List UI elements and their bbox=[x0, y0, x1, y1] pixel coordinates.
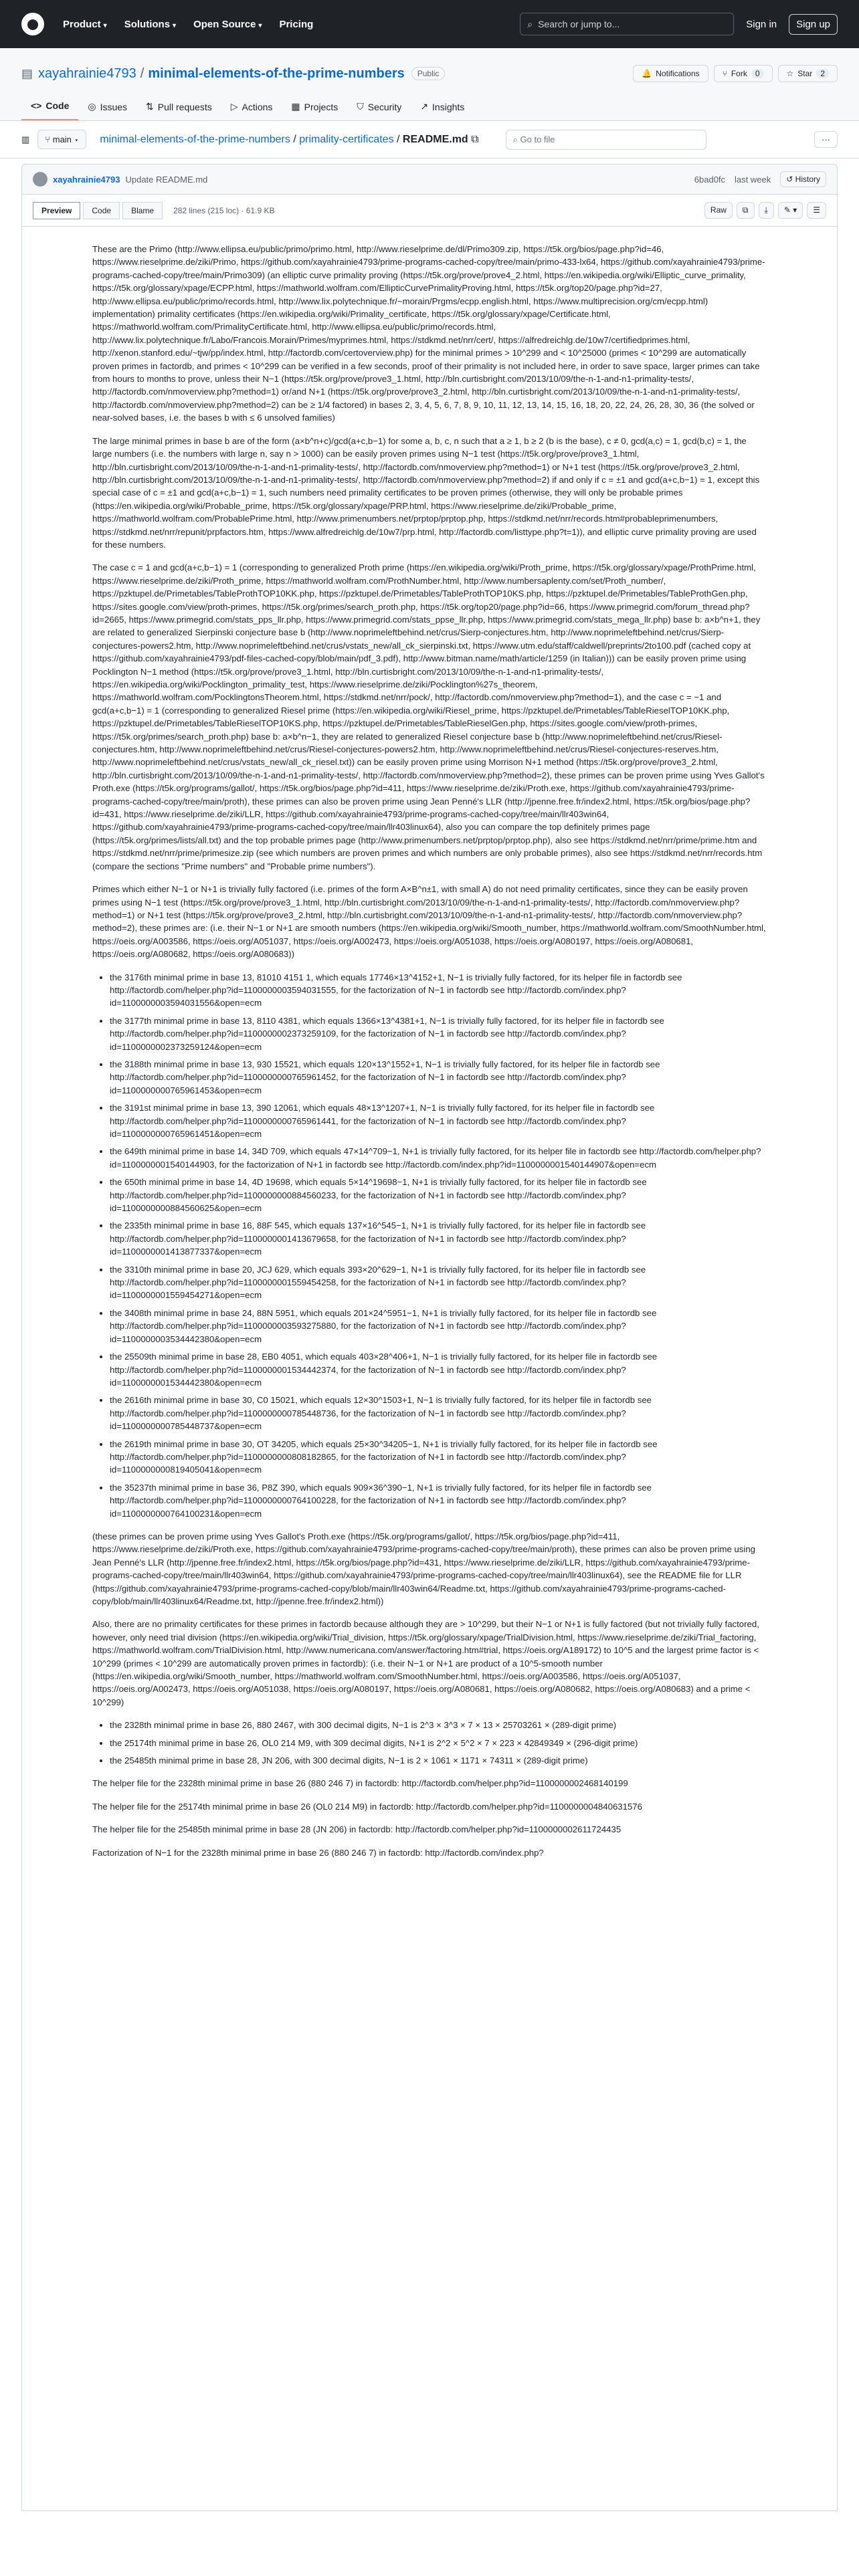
sign-up-button[interactable]: Sign up bbox=[789, 14, 838, 35]
star-button[interactable]: ☆ Star 2 bbox=[778, 65, 838, 82]
issue-icon: ◎ bbox=[88, 101, 96, 112]
blame-tab[interactable]: Blame bbox=[122, 202, 163, 219]
paragraph: (these primes can be proven prime using Yves Gallot's Proth.exe (https://t5k.org/programs/gallot/, https://t5k.org/bios/page.php?id=411, https://www.rieselprime.de/ziki/Proth.exe, https://github.com/xayahrainie4793/prime-programs-cached-copy/tree/main/proth), these primes can also be proven prime using Jean Penné's LLR (http://jpenne.free.fr/index2.html, https://t5k.org/bios/page.php?id=431, https://www.rieselprime.de/ziki/LLR, https://github.com/xayahrainie4793/prime-programs-cached-copy/tree/main/llr403win64, https://github.com/xayahrainie4793/prime-programs-cached-copy/tree/main/llr403linux64), see the README file for LLR (https://github.com/xayahrainie4793/prime-programs-cached-copy/blob/main/llr403win64/Readme.txt, https://github.com/xayahrainie4793/prime-programs-cached-copy/blob/main/llr403linux64/Readme.txt, http://jpenne.free.fr/index2.html)) bbox=[92, 1531, 755, 1606]
paragraph: Factorization of N−1 for the 2328th minimal prime in base 26 (880 246 7) in factordb: http://factordb.com/index.php? bbox=[92, 1847, 544, 1858]
sign-in-link[interactable]: Sign in bbox=[746, 18, 777, 30]
fork-icon: ⑂ bbox=[722, 69, 727, 78]
play-icon: ▷ bbox=[230, 101, 238, 112]
commit-hash[interactable]: 6bad0fc bbox=[694, 174, 726, 185]
commit-time: last week bbox=[735, 174, 771, 185]
list-item: • the 3188th minimal prime in base 13, 930 15521, which equals 120×13^1552+1, N−1 is trivially fully factored, for its helper file in factordb see http://factordb.com/helper.php?id=1100000000765961452, for the factorization of N−1 in factordb see http://factordb.com/index.php?id=1100000000765961453&open=ecm bbox=[110, 1058, 767, 1097]
commit-author[interactable]: xayahrainie4793 bbox=[53, 174, 120, 185]
copy-icon[interactable]: ⧉ bbox=[471, 133, 479, 145]
code-icon: <> bbox=[31, 100, 42, 111]
breadcrumb: minimal-elements-of-the-prime-numbers / primality-certificates / README.md ⧉ bbox=[100, 133, 479, 145]
list-item: • the 25509th minimal prime in base 28, EB0 4051, which equals 403×28^406+1, N−1 is trivially fully factored, for its helper file in factordb see http://factordb.com/helper.php?id=1100000001534442374, for the factorization of N−1 in factordb see http://factordb.com/index.php?id=1100000001534442380&open=ecm bbox=[110, 1350, 767, 1389]
paragraph: The helper file for the 2328th minimal prime in base 26 (880 246 7) in factordb: http://factordb.com/helper.php?id=1100000002468140199 bbox=[92, 1778, 628, 1789]
commit-message[interactable]: Update README.md bbox=[125, 174, 208, 185]
tab-insights[interactable]: ↗ Insights bbox=[420, 101, 465, 112]
more-options-button[interactable]: ··· bbox=[814, 131, 838, 148]
list-item: • the 2616th minimal prime in base 30, C0 15021, which equals 12×30^1503+1, N−1 is trivially fully factored, for its helper file in factordb see http://factordb.com/helper.php?id=1100000000785448736, for the factorization of N−1 in factordb see http://factordb.com/index.php?id=1100000000785448737&open=ecm bbox=[110, 1394, 767, 1432]
code-tab[interactable]: Code bbox=[83, 202, 120, 219]
pull-request-icon: ⇅ bbox=[146, 101, 154, 112]
trivially-factored-list bbox=[110, 971, 767, 1520]
tab-projects[interactable]: ▦ Projects bbox=[291, 101, 339, 112]
edit-icon[interactable]: ✎ ▾ bbox=[778, 202, 803, 219]
copy-raw-icon[interactable]: ⧉ bbox=[737, 202, 755, 219]
file-stats: 282 lines (215 loc) · 61.9 KB bbox=[173, 205, 275, 215]
paragraph: These are the Primo (http://www.ellipsa.eu/public/primo/primo.html, http://www.rieselprime.de/dl/Primo309.zip, https://t5k.org/bios/page.php?id=46, https://www.rieselprime.de/ziki/Primo, https://github.com/xayahrainie4793/prime-programs-cached-copy/tree/main/primo-433-lx64, https://github.com/xayahrainie4793/prime-programs-cached-copy/tree/main/Primo309) (an elliptic curve primality proving (https://t5k.org/prove/prove4_2.html, https://en.wikipedia.org/wiki/Elliptic_curve_primality, https://t5k.org/glossary/xpage/ECPP.html, https://mathworld.wolfram.com/EllipticCurvePrimalityProving.html, https://t5k.org/top20/page.php?id=27, http://www.ellipsa.eu/public/primo/records.html, http://www.lix.polytechnique.fr/~morain/Prgms/ecpp.english.html, https://www.multiprecision.org/cm/ecpp.html) implementation) primality certificates (https://en.wikipedia.org/wiki/Primality_certificate, https://t5k.org/glossary/xpage/Certificate.html, https://mathworld.wolfram.com/PrimalityCertificate.html, http://www.ellipsa.eu/public/primo/records.html, http://www.lix.polytechnique.fr/Labo/Francois.Morain/Primes/myprimes.html, https://stdkmd.net/nrr/cert/, https://alfredreichlg.de/10w7/certifiedprimes.html, http://xenon.stanford.edu/~tjw/pp/index.html, http://factordb.com/certoverview.php) for the minimal primes > 10^299 and < 10^25000 (primes < 10^299 are automatically proven primes in factordb, and primes < 10^299 can be verified in a few seconds, proof of their primality is not included here, in order to save space, larger primes can take from hours to months to prove, unless their N−1 (https://t5k.org/prove/prove3_1.html, http://bln.curtisbright.com/2013/10/09/the-n-1-and-n1-primality-tests/, http://factordb.com/nmoverview.php?method=1) or/and N+1 (https://t5k.org/prove/prove3_2.html, http://bln.curtisbright.com/2013/10/09/the-n-1-and-n1-primality-tests/, http://factordb.com/nmoverview.php?method=2) can be ≥ 1/4 factored) in bases 2, 3, 4, 5, 6, 7, 8, 9, 10, 11, 12, 13, 14, 15, 16, 18, 20, 22, 24, 26, 28, 30, 36 (the solved or near-solved bases, i.e. the bases b with ≤ 6 unsolved families) bbox=[92, 244, 765, 423]
nav-open-source[interactable]: Open Source ▾ bbox=[193, 18, 262, 30]
list-item: • the 649th minimal prime in base 14, 34D 709, which equals 47×14^709−1, N+1 is trivially fully factored, for its helper file in factordb see http://factordb.com/helper.php?id=1100000001540144903, for the factorization of N+1 in factordb see http://factordb.com/index.php?id=1100000001540144907&open=ecm bbox=[110, 1145, 767, 1171]
list-item: • the 3408th minimal prime in base 24, 88N 5951, which equals 201×24^5951−1, N+1 is trivially fully factored, for its helper file in factordb see http://factordb.com/helper.php?id=1100000003593275880, for the factorization of N+1 in factordb see http://factordb.com/index.php?id=1100000003534442380&open=ecm bbox=[110, 1307, 767, 1346]
avatar[interactable] bbox=[33, 172, 47, 187]
paragraph: Primes which either N−1 or N+1 is trivially fully factored (i.e. primes of the form A×B^n±1, with small A) do not need primality certificates, since they can be easily proven primes using N−1 test (https://t5k.org/prove/prove3_1.html, http://bln.curtisbright.com/2013/10/09/the-n-1-and-n1-primality-tests/, http://factordb.com/nmoverview.php?method=1) or N+1 test (https://t5k.org/prove/prove3_2.html, http://bln.curtisbright.com/2013/10/09/the-n-1-and-n1-primality-tests/, http://factordb.com/nmoverview.php?method=2), these primes are: (i.e. their N−1 or N+1 are smooth numbers (https://en.wikipedia.org/wiki/Smooth_number, https://mathworld.wolfram.com/SmoothNumber.html, https://oeis.org/A003586, https://oeis.org/A051037, https://oeis.org/A002473, https://oeis.org/A051038, https://oeis.org/A080197, https://oeis.org/A080681, https://oeis.org/A080682, https://oeis.org/A080683)) bbox=[92, 884, 766, 960]
shield-icon: ⛉ bbox=[357, 101, 364, 112]
tab-pull-requests[interactable]: ⇅ Pull requests bbox=[146, 101, 212, 112]
paragraph: The case c = 1 and gcd(a+c,b−1) = 1 (corresponding to generalized Proth prime (https://en.wikipedia.org/wiki/Proth_prime, https://t5k.org/glossary/xpage/ProthPrime.html, https://www.rieselprime.de/ziki/Proth_prime, https://mathworld.wolfram.com/ProthNumber.html, http://www.numbersaplenty.com/set/Proth_number/, https://pzktupel.de/Primetables/TableProthTOP10KK.php, https://pzktupel.de/Primetables/TableProthTOP10KS.php, https://pzktupel.de/Primetables/TableProthGen.php, https://sites.google.com/view/proth-primes, https://t5k.org/primes/search_proth.php, https://t5k.org/top20/page.php?id=66, https://www.primegrid.com/forum_thread.php?id=2665, https://www.primegrid.com/stats_pps_llr.php, https://www.primegrid.com/stats_ppse_llr.php, https://www.primegrid.com/stats_mega_llr.php) base b: a×b^n+1, they are related to generalized Sierpinski conjecture base b (http://www.noprimeleftbehind.net/crus/Sierp-conjectures.htm, http://www.noprimeleftbehind.net/crus/Sierp-conjectures-powers2.htm, http://www.noprimeleftbehind.net/crus/vstats_new/all_ck_sierpinski.txt, https://www.utm.edu/staff/caldwell/preprints/2to100.pdf (cached copy at https://github.com/xayahrainie4793/pdf-files-cached-copy/blob/main/pdf_3.pdf), http://www.bitman.name/math/article/1259 (in Italian))) can be easily proven prime using Pocklington N−1 method (https://t5k.org/prove/prove3_1.html, http://bln.curtisbright.com/2013/10/09/the-n-1-and-n1-primality-tests/, https://en.wikipedia.org/wiki/Pocklington_primality_test, https://www.rieselprime.de/ziki/Pocklington%27s_theorem, https://mathworld.wolfram.com/PocklingtonsTheorem.html, https://stdkmd.net/nrr/pock/, http://factordb.com/nmoverview.php?method=1), and the case c = −1 and gcd(a+c,b−1) = 1 (corresponding to generalized Riesel prime (https://en.wikipedia.org/wiki/Riesel_prime, https://pzktupel.de/Primetables/TableRieselTOP10KK.php, https://pzktupel.de/Primetables/TableRieselTOP10KS.php, https://pzktupel.de/Primetables/TableRieselGen.php, https://sites.google.com/view/proth-primes, https://t5k.org/primes/search_proth.php) base b: a×b^n−1, they are related to generalized Riesel conjecture base b (http://www.noprimeleftbehind.net/crus/Riesel-conjectures.htm, http://www.noprimeleftbehind.net/crus/Riesel-conjectures-powers2.htm, http://www.noprimeleftbehind.net/crus/Riesel-conjectures-reserves.htm, http://www.noprimeleftbehind.net/crus/vstats_new/all_ck_riesel.txt)) can be easily proven prime using Morrison N+1 method (https://t5k.org/prove/prove3_2.html, http://bln.curtisbright.com/2013/10/09/the-n-1-and-n1-primality-tests/, http://factordb.com/nmoverview.php?method=2), these primes can be proven prime using Yves Gallot's Proth.exe (https://t5k.org/programs/gallot/, https://t5k.org/bios/page.php?id=411, https://www.rieselprime.de/ziki/Proth.exe, https://github.com/xayahrainie4793/prime-programs-cached-copy/tree/main/proth), these primes can also be proven prime using Jean Penné's LLR (http://jpenne.free.fr/index2.html, https://t5k.org/bios/page.php?id=431, https://www.rieselprime.de/ziki/LLR, https://github.com/xayahrainie4793/prime-programs-cached-copy/tree/main/llr403win64, https://github.com/xayahrainie4793/prime-programs-cached-copy/tree/main/llr403linux64), also you can compare the top definitely primes page (https://t5k.org/primes/lists/all.txt) and the top probable primes page (http://www.primenumbers.net/prptop/prptop.php), also see https://stdkmd.net/nrr/prime/prime.htm and https://stdkmd.net/nrr/prime/primesize.zip (see which numbers are proven primes and which numbers are only probable primes), also see https://stdkmd.net/nrr/records.htm (compare the sections "Prime numbers" and "Probable prime numbers"). bbox=[92, 562, 765, 871]
visibility-badge: Public bbox=[411, 67, 446, 80]
readme-content bbox=[21, 227, 838, 2511]
breadcrumb-dir[interactable]: primality-certificates bbox=[299, 133, 394, 145]
repo-icon: ▤ bbox=[21, 66, 33, 80]
separator: / bbox=[140, 66, 145, 81]
nav-pricing[interactable]: Pricing bbox=[279, 18, 314, 30]
fully-factored-list bbox=[110, 1719, 767, 1767]
star-count: 2 bbox=[816, 69, 829, 78]
branch-icon: ⑂ bbox=[45, 134, 51, 144]
breadcrumb-file: README.md bbox=[402, 133, 468, 145]
search-input[interactable]: ⌕ Search or jump to... bbox=[520, 13, 734, 35]
list-item: • the 3310th minimal prime in base 20, JCJ 629, which equals 393×20^629−1, N+1 is trivially fully factored, for its helper file in factordb see http://factordb.com/helper.php?id=1100000001559454258, for the factorization of N+1 in factordb see http://factordb.com/index.php?id=1100000001559454271&open=ecm bbox=[110, 1263, 767, 1302]
outline-icon[interactable]: ☰ bbox=[807, 202, 826, 219]
list-item: • the 2619th minimal prime in base 30, OT 34205, which equals 25×30^34205−1, N+1 is trivially fully factored, for its helper file in factordb see http://factordb.com/helper.php?id=1100000000808182865, for the factorization of N+1 in factordb see http://factordb.com/index.php?id=1100000000819405041&open=ecm bbox=[110, 1438, 767, 1477]
tab-security[interactable]: ⛉ Security bbox=[357, 101, 402, 112]
search-icon: ⌕ bbox=[512, 134, 518, 144]
repo-header bbox=[0, 48, 859, 121]
paragraph: The helper file for the 25174th minimal prime in base 26 (OL0 214 M9) in factordb: http://factordb.com/helper.php?id=1100000004840631576 bbox=[92, 1801, 642, 1812]
chevron-down-icon: ▾ bbox=[103, 21, 107, 29]
bell-icon: 🔔 bbox=[642, 69, 652, 78]
file-header bbox=[21, 195, 838, 227]
graph-icon: ↗ bbox=[420, 101, 429, 112]
chevron-down-icon: ▾ bbox=[258, 21, 262, 29]
paragraph: Also, there are no primality certificates for these primes in factordb because although they are > 10^299, but their N−1 or N+1 is fully factored (but not trivially fully factored, however, only need trial division (https://en.wikipedia.org/wiki/Trial_division, https://t5k.org/glossary/xpage/TrialDivision.html, https://www.rieselprime.de/ziki/Trial_factoring, https://mathworld.wolfram.com/TrialDivision.html, http://www.numericana.com/answer/factoring.htm#trial, https://oeis.org/A189172) to 10^5 and the largest prime factor is < 10^299 (primes < 10^299 are automatically proven primes in factordb): (i.e. their N−1 or N+1 are product of a 10^5-smooth number (https://en.wikipedia.org/wiki/Smooth_number, https://mathworld.wolfram.com/SmoothNumber.html, https://oeis.org/A003586, https://oeis.org/A051037, https://oeis.org/A002473, https://oeis.org/A051038, https://oeis.org/A080197, https://oeis.org/A080681, https://oeis.org/A080682, https://oeis.org/A080683) and a prime < 10^299) bbox=[92, 1619, 759, 1707]
repo-owner-link[interactable]: xayahrainie4793 bbox=[38, 66, 136, 81]
nav-solutions[interactable]: Solutions ▾ bbox=[124, 18, 177, 30]
paragraph: The helper file for the 25485th minimal prime in base 28 (JN 206) in factordb: http://factordb.com/helper.php?id=1100000002611724435 bbox=[92, 1824, 622, 1835]
list-item: • the 2335th minimal prime in base 16, 88F 545, which equals 137×16^545−1, N+1 is trivially fully factored, for its helper file in factordb see http://factordb.com/helper.php?id=1100000001413679658, for the factorization of N+1 in factordb see http://factordb.com/index.php?id=1100000001413877337&open=ecm bbox=[110, 1219, 767, 1258]
tab-issues[interactable]: ◎ Issues bbox=[88, 101, 128, 112]
breadcrumb-repo[interactable]: minimal-elements-of-the-prime-numbers bbox=[100, 133, 290, 145]
sidebar-toggle-icon[interactable]: ▥ bbox=[21, 134, 30, 144]
history-icon: ↺ bbox=[786, 175, 793, 184]
tab-actions[interactable]: ▷ Actions bbox=[230, 101, 273, 112]
fork-count: 0 bbox=[751, 69, 764, 78]
search-icon: ⌕ bbox=[527, 18, 533, 29]
nav-product[interactable]: Product ▾ bbox=[63, 18, 107, 30]
paragraph: The large minimal primes in base b are of the form (a×b^n+c)/gcd(a+c,b−1) for some a, b, c, n such that a ≥ 1, b ≥ 2 (b is the base), c ≠ 0, gcd(a,c) = 1, gcd(b,c) = 1, the large numbers (i.e. the numbers with large n, say n > 1000) can be easily proven primes using N−1 test (https://t5k.org/prove/prove3_1.html, http://bln.curtisbright.com/2013/10/09/the-n-1-and-n1-primality-tests/, http://factordb.com/nmoverview.php?method=1) or N+1 test (https://t5k.org/prove/prove3_2.html, http://bln.curtisbright.com/2013/10/09/the-n-1-and-n1-primality-tests/, http://factordb.com/nmoverview.php?method=2) if and only if c = ±1 and gcd(a+c,b−1) = 1, except this special case of c = ±1 and gcd(a+c,b−1) = 1, such numbers need primality certificates to be proven primes (otherwise, they will only be probable primes (https://en.wikipedia.org/wiki/Probable_prime, https://t5k.org/glossary/xpage/PRP.html, https://www.rieselprime.de/ziki/Probable_prime, https://mathworld.wolfram.com/ProbablePrime.html, http://www.primenumbers.net/prptop/prptop.php, https://stdkmd.net/nrr/records.htm#probableprimenumbers, https://stdkmd.net/nrr/repunit/prpfactors.htm, https://www.alfredreichlg.de/10w7/prp.html, http://factordb.com/listtype.php?t=1)), and elliptic curve primality proving are used for these numbers. bbox=[92, 435, 760, 550]
global-header bbox=[0, 0, 859, 48]
list-item: • the 3176th minimal prime in base 13, 81010 4151 1, which equals 17746×13^4152+1, N−1 is trivially fully factored, for its helper file in factordb see http://factordb.com/helper.php?id=1100000003594031555, for the factorization of N−1 in factordb see http://factordb.com/index.php?id=1100000003594031556&open=ecm bbox=[110, 971, 767, 1010]
repo-name-link[interactable]: minimal-elements-of-the-prime-numbers bbox=[148, 66, 405, 81]
chevron-down-icon: ▾ bbox=[173, 21, 177, 29]
download-icon[interactable]: ⤓ bbox=[759, 202, 774, 219]
go-to-file-input[interactable]: ⌕ Go to file bbox=[506, 130, 706, 150]
repo-tabs bbox=[21, 91, 838, 120]
branch-selector[interactable]: ⑂ main ▾ bbox=[37, 130, 86, 149]
list-item: • the 2328th minimal prime in base 26, 880 2467, with 300 decimal digits, N−1 is 2^3 × 3^3 × 7 × 13 × 25703261 × (289-digit prime) bbox=[110, 1719, 767, 1731]
file-nav-bar bbox=[0, 121, 859, 158]
list-item: • the 650th minimal prime in base 14, 4D 19698, which equals 5×14^19698−1, N+1 is trivially fully factored, for its helper file in factordb see http://factordb.com/helper.php?id=1100000000884560233, for the factorization of N+1 in factordb see http://factordb.com/index.php?id=1100000000884560625&open=ecm bbox=[110, 1176, 767, 1214]
tab-code[interactable]: <> Code bbox=[21, 100, 78, 120]
list-item: • the 25485th minimal prime in base 28, JN 206, with 300 decimal digits, N−1 is 2 × 1061 × 1171 × 74311 × (289-digit prime) bbox=[110, 1754, 767, 1767]
latest-commit-bar bbox=[21, 164, 838, 195]
github-logo-icon[interactable] bbox=[21, 13, 44, 35]
list-item: • the 35237th minimal prime in base 36, P8Z 390, which equals 909×36^390−1, N+1 is trivially fully factored, for its helper file in factordb see http://factordb.com/helper.php?id=1100000000764100228, for the factorization of N+1 in factordb see http://factordb.com/index.php?id=1100000000764100231&open=ecm bbox=[110, 1481, 767, 1520]
star-icon: ☆ bbox=[786, 69, 794, 78]
fork-button[interactable]: ⑂ Fork 0 bbox=[714, 65, 773, 82]
history-button[interactable]: ↺ History bbox=[780, 171, 826, 187]
list-item: • the 3177th minimal prime in base 13, 8110 4381, which equals 1366×13^4381+1, N−1 is trivially fully factored, for its helper file in factordb see http://factordb.com/helper.php?id=1100000002373259109, for the factorization of N−1 in factordb see http://factordb.com/index.php?id=1100000002373259124&open=ecm bbox=[110, 1014, 767, 1053]
preview-tab[interactable]: Preview bbox=[33, 202, 80, 219]
raw-button[interactable]: Raw bbox=[704, 202, 733, 219]
table-icon: ▦ bbox=[291, 101, 300, 112]
list-item: • the 25174th minimal prime in base 26, OL0 214 M9, with 309 decimal digits, N+1 is 2^2 × 5^2 × 7 × 223 × 42849349 × (296-digit prime) bbox=[110, 1737, 767, 1749]
notifications-button[interactable]: 🔔 Notifications bbox=[633, 65, 708, 82]
list-item: • the 3191st minimal prime in base 13, 390 12061, which equals 48×13^1207+1, N−1 is trivially fully factored, for its helper file in factordb see http://factordb.com/helper.php?id=1100000000765961441, for the factorization of N−1 in factordb see http://factordb.com/index.php?id=1100000000765961451&open=ecm bbox=[110, 1101, 767, 1140]
